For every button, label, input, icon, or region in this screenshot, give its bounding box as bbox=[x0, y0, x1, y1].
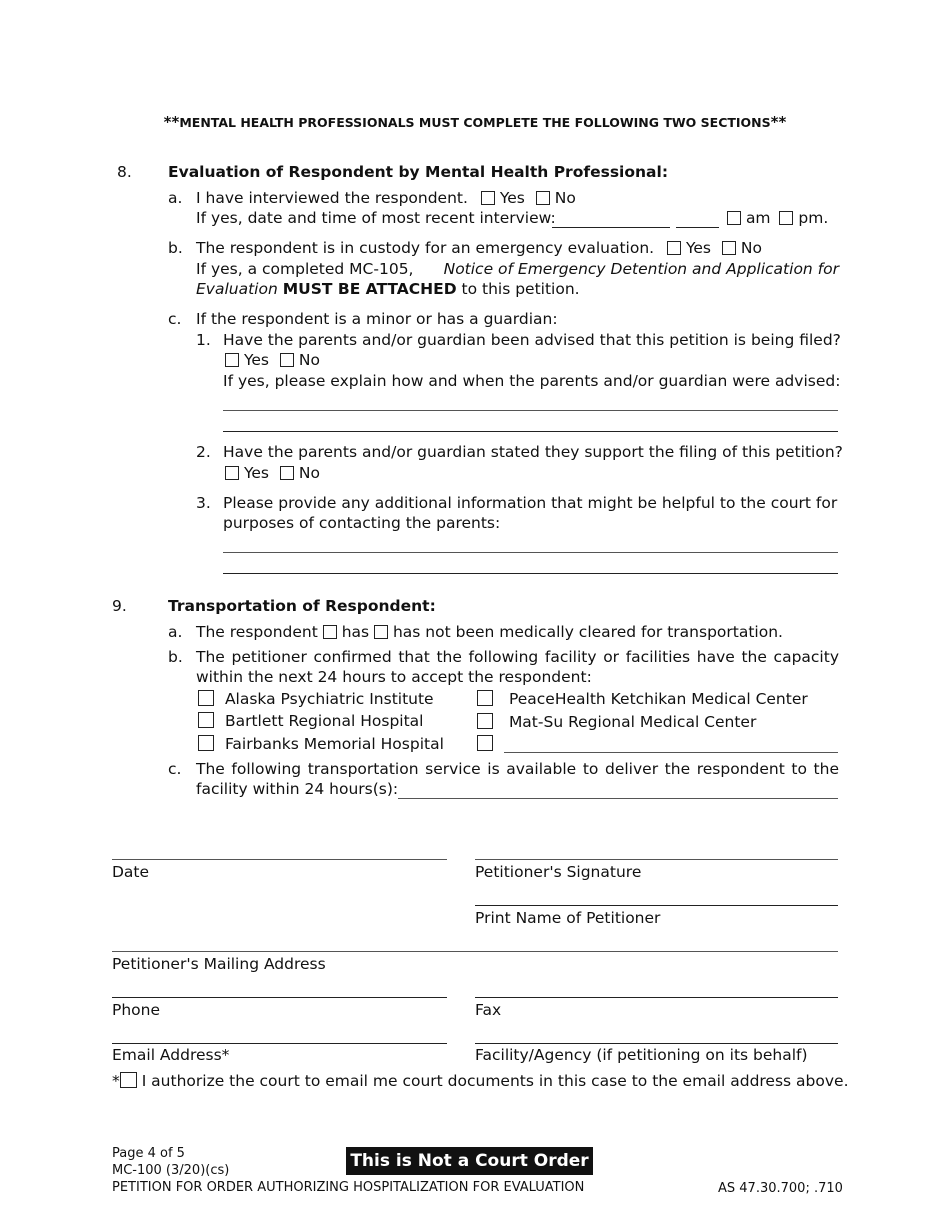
mailing-address-label: Petitioner's Mailing Address bbox=[112, 955, 326, 973]
form-code: MC-100 (3/20)(cs) bbox=[112, 1163, 230, 1178]
item-8c1-num: 1. bbox=[196, 331, 211, 349]
facility-fairbanks bbox=[198, 735, 444, 753]
facility-agency-line[interactable] bbox=[475, 1043, 838, 1044]
section-9-number: 9. bbox=[112, 597, 127, 615]
custody-no-checkbox[interactable] bbox=[722, 241, 736, 255]
item-8b-text: The respondent is in custody for an emergency evaluation. bbox=[196, 239, 655, 257]
interviewed-yes-checkbox[interactable] bbox=[481, 191, 495, 205]
section-header: **MENTAL HEALTH PROFESSIONALS MUST COMPLETE THE FOLLOWING TWO SECTIONS** bbox=[163, 113, 787, 131]
section-8-title: Evaluation of Respondent by Mental Health Professional: bbox=[168, 163, 669, 181]
yes-label: Yes bbox=[243, 351, 269, 369]
email-authorize-checkbox[interactable] bbox=[120, 1072, 137, 1088]
statute-reference: AS 47.30.700; .710 bbox=[718, 1181, 843, 1196]
yes-label: Yes bbox=[243, 464, 269, 482]
form-title: PETITION FOR ORDER AUTHORIZING HOSPITALIZATION FOR EVALUATION bbox=[112, 1180, 585, 1195]
contact-info-line-2[interactable] bbox=[223, 573, 838, 574]
facility-other bbox=[477, 735, 493, 753]
facility-peacehealth-label: PeaceHealth Ketchikan Medical Center bbox=[508, 690, 808, 708]
must-be-attached: MUST BE ATTACHED bbox=[282, 280, 457, 298]
advised-yesno bbox=[225, 351, 320, 369]
yes-label: Yes bbox=[499, 189, 525, 207]
item-9a-label: a. bbox=[168, 623, 183, 641]
section-9-title: Transportation of Respondent: bbox=[168, 597, 436, 615]
facility-bartlett bbox=[198, 712, 423, 730]
item-9b-text1: The petitioner confirmed that the following facility or facilities have the capacity bbox=[196, 648, 839, 666]
item-8b-line3 bbox=[196, 280, 580, 298]
item-9c-label: c. bbox=[168, 760, 182, 778]
signature-label: Petitioner's Signature bbox=[475, 863, 642, 881]
item-9c-text1: The following transportation service is available to deliver the respondent to the bbox=[196, 760, 839, 778]
date-label: Date bbox=[112, 863, 150, 881]
item-8c1-explain: If yes, please explain how and when the parents and/or guardian were advised: bbox=[223, 372, 841, 390]
item-8a bbox=[196, 189, 576, 207]
item-8c1-text: Have the parents and/or guardian been advised that this petition is being filed? bbox=[223, 331, 841, 349]
has-cleared-checkbox[interactable] bbox=[323, 625, 337, 639]
contact-info-line-1[interactable] bbox=[223, 552, 838, 553]
custody-yes-checkbox[interactable] bbox=[667, 241, 681, 255]
ampm-group bbox=[727, 209, 828, 227]
print-name-line[interactable] bbox=[475, 905, 838, 906]
item-9c-text2: facility within 24 hours(s): bbox=[196, 780, 399, 798]
no-label: No bbox=[554, 189, 576, 207]
interviewed-no-checkbox[interactable] bbox=[536, 191, 550, 205]
support-yesno bbox=[225, 464, 320, 482]
email-line[interactable] bbox=[112, 1043, 447, 1044]
item-9a bbox=[196, 623, 783, 641]
email-authorization bbox=[112, 1072, 849, 1090]
facility-api-checkbox[interactable] bbox=[198, 690, 214, 706]
interview-time-field[interactable] bbox=[676, 227, 719, 228]
fax-label: Fax bbox=[475, 1001, 502, 1019]
page-number: Page 4 of 5 bbox=[112, 1146, 185, 1161]
no-label: No bbox=[298, 464, 320, 482]
explain-line-1[interactable] bbox=[223, 410, 838, 411]
item-8a-label: a. bbox=[168, 189, 183, 207]
facility-api bbox=[198, 690, 434, 708]
item-8c2-text: Have the parents and/or guardian stated they support the filing of this petition? bbox=[223, 443, 843, 461]
item-8c-label: c. bbox=[168, 310, 182, 328]
print-name-label: Print Name of Petitioner bbox=[475, 909, 661, 927]
has-label: has bbox=[341, 623, 370, 641]
mailing-address-line[interactable] bbox=[112, 951, 838, 952]
am-label: am bbox=[745, 209, 771, 227]
yes-label: Yes bbox=[685, 239, 711, 257]
item-8b bbox=[196, 239, 762, 257]
mc105-text: If yes, a completed MC-105, bbox=[196, 260, 414, 278]
pm-checkbox[interactable] bbox=[779, 211, 793, 225]
facility-peacehealth bbox=[477, 690, 808, 708]
support-yes-checkbox[interactable] bbox=[225, 466, 239, 480]
item-8a-text: I have interviewed the respondent. bbox=[196, 189, 468, 207]
facility-agency-label: Facility/Agency (if petitioning on its behalf) bbox=[475, 1046, 808, 1064]
no-label: No bbox=[740, 239, 762, 257]
fax-line[interactable] bbox=[475, 997, 838, 998]
facility-peacehealth-checkbox[interactable] bbox=[477, 690, 493, 706]
has-not-label: has not been medically cleared for transportation. bbox=[392, 623, 783, 641]
not-court-order-banner: This is Not a Court Order bbox=[346, 1147, 593, 1175]
email-authorize-text: I authorize the court to email me court documents in this case to the email address above. bbox=[141, 1072, 849, 1090]
respondent-text: The respondent bbox=[196, 623, 318, 641]
item-8b-line2 bbox=[196, 260, 839, 278]
am-checkbox[interactable] bbox=[727, 211, 741, 225]
advised-yes-checkbox[interactable] bbox=[225, 353, 239, 367]
facility-bartlett-label: Bartlett Regional Hospital bbox=[224, 712, 424, 730]
facility-api-label: Alaska Psychiatric Institute bbox=[224, 690, 434, 708]
date-line[interactable] bbox=[112, 859, 447, 860]
item-8c2-num: 2. bbox=[196, 443, 211, 461]
facility-matsu bbox=[477, 713, 756, 731]
advised-no-checkbox[interactable] bbox=[280, 353, 294, 367]
explain-line-2[interactable] bbox=[223, 431, 838, 432]
item-9b-text2: within the next 24 hours to accept the respondent: bbox=[196, 668, 592, 686]
facility-matsu-label: Mat-Su Regional Medical Center bbox=[508, 713, 757, 731]
item-8c3-text2: purposes of contacting the parents: bbox=[223, 514, 501, 532]
item-8b-label: b. bbox=[168, 239, 183, 257]
item-8c3-num: 3. bbox=[196, 494, 211, 512]
facility-other-checkbox[interactable] bbox=[477, 735, 493, 751]
facility-other-field[interactable] bbox=[504, 752, 838, 753]
interview-date-label: If yes, date and time of most recent interview: bbox=[196, 209, 556, 227]
facility-fairbanks-label: Fairbanks Memorial Hospital bbox=[224, 735, 444, 753]
to-this-petition: to this petition. bbox=[461, 280, 580, 298]
has-not-cleared-checkbox[interactable] bbox=[374, 625, 388, 639]
transportation-service-field[interactable] bbox=[398, 798, 838, 799]
no-label: No bbox=[298, 351, 320, 369]
mc105-title: Notice of Emergency Detention and Application for bbox=[443, 260, 839, 278]
facility-matsu-checkbox[interactable] bbox=[477, 713, 493, 729]
section-8-number: 8. bbox=[117, 163, 132, 181]
email-label: Email Address* bbox=[112, 1046, 230, 1064]
pm-label: pm. bbox=[798, 209, 829, 227]
signature-line[interactable] bbox=[475, 859, 838, 860]
asterisk: * bbox=[112, 1072, 120, 1090]
item-8c-text: If the respondent is a minor or has a guardian: bbox=[196, 310, 558, 328]
mc105-title-end: Evaluation bbox=[196, 280, 278, 298]
facility-bartlett-checkbox[interactable] bbox=[198, 712, 214, 728]
phone-label: Phone bbox=[112, 1001, 161, 1019]
item-9b-label: b. bbox=[168, 648, 183, 666]
phone-line[interactable] bbox=[112, 997, 447, 998]
item-8c3-text1: Please provide any additional information that might be helpful to the court for bbox=[223, 494, 838, 512]
interview-date-field[interactable] bbox=[552, 227, 670, 228]
support-no-checkbox[interactable] bbox=[280, 466, 294, 480]
facility-fairbanks-checkbox[interactable] bbox=[198, 735, 214, 751]
